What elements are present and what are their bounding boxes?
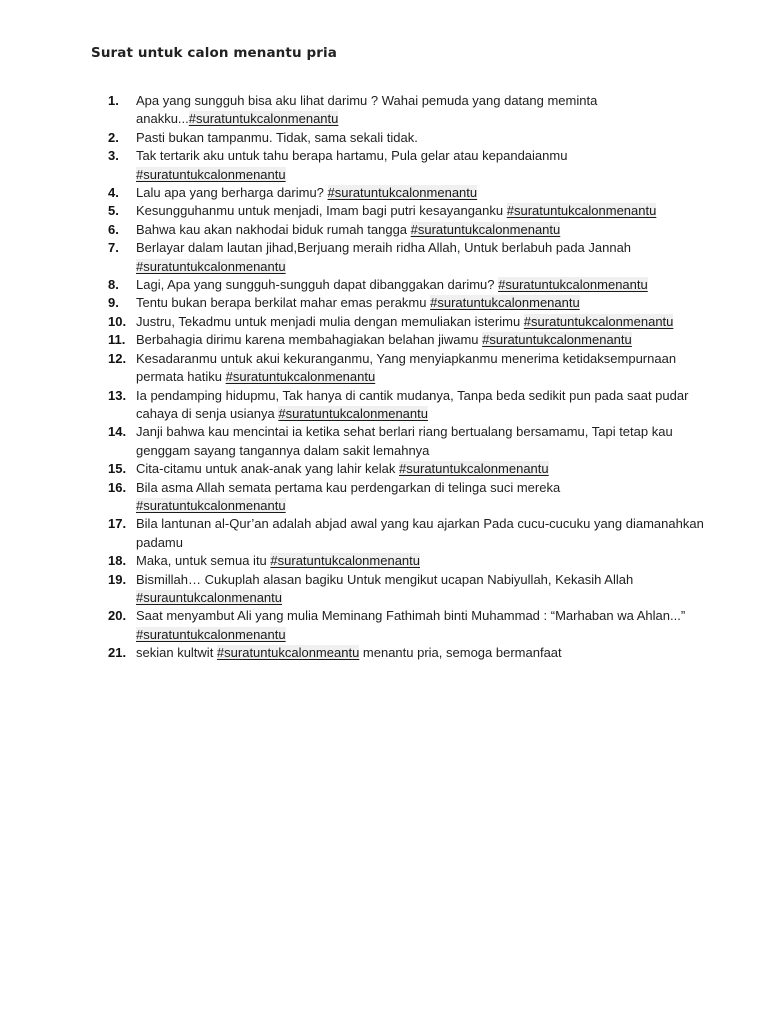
item-number: 1. (108, 93, 119, 108)
item-number: 15. (108, 461, 127, 477)
hashtag-link[interactable]: #suratuntukcalonmenantu (188, 111, 339, 127)
item-number: 21. (108, 645, 127, 661)
list-item (108, 147, 708, 184)
item-number: 13. (108, 387, 127, 403)
hashtag-link[interactable]: #suratuntukcalonmenantu (523, 313, 674, 329)
list-item (108, 92, 708, 129)
list-item (108, 423, 708, 460)
item-text: Ia pendamping hidupmu, Tak hanya di cantik mudanya, Tanpa beda sedikit pun pada saat pudar cahaya di senja usianya (136, 387, 689, 421)
item-number: 16. (108, 479, 127, 495)
list-item (108, 387, 708, 424)
item-number: 19. (108, 571, 127, 587)
item-text: Bismillah… Cukuplah alasan bagiku Untuk mengikut ucapan Nabiyullah, Kekasih Allah (136, 571, 634, 587)
list-item (108, 276, 708, 294)
hashtag-link[interactable]: #suratuntukcalonmeantu (216, 645, 360, 661)
item-text: Kesungguhanmu untuk menjadi, Imam bagi putri kesayanganku (136, 203, 507, 219)
item-text: Bila lantunan al-Qur’an adalah abjad awal yang kau ajarkan Pada cucu-cucuku yang diamanahkan padamu (136, 516, 704, 550)
list-item (108, 239, 708, 276)
hashtag-link[interactable]: #suratuntukcalonmenantu (506, 203, 657, 219)
item-text: Saat menyambut Ali yang mulia Meminang Fathimah binti Muhammad : “Marhaban wa Ahlan...” (136, 608, 686, 624)
list-item (108, 313, 708, 331)
item-number: 14. (108, 424, 127, 440)
item-number: 4. (108, 185, 119, 201)
item-text: Berbahagia dirimu karena membahagiakan belahan jiwamu (136, 332, 483, 348)
item-text: Tak tertarik aku untuk tahu berapa hartamu, Pula gelar atau kepandaianmu (136, 148, 568, 164)
list-item (108, 221, 708, 239)
list-item (108, 184, 708, 202)
list-item (108, 571, 708, 608)
item-text: Lalu apa yang berharga darimu? (136, 185, 328, 201)
list-item (108, 552, 708, 570)
item-text: Bahwa kau akan nakhodai biduk rumah tangga (136, 221, 411, 237)
item-number: 3. (108, 148, 119, 164)
item-text: Berlayar dalam lautan jihad,Berjuang meraih ridha Allah, Untuk berlabuh pada Jannah (136, 240, 632, 256)
item-text: Kesadaranmu untuk akui kekuranganmu, Yang menyiapkanmu menerima ketidaksempurnaan permata hatiku (136, 350, 677, 385)
list-item (108, 460, 708, 478)
list-item (108, 479, 708, 516)
item-text: Pasti bukan tampanmu. Tidak, sama sekali tidak. (136, 129, 418, 145)
list-item (108, 294, 708, 312)
item-text: Justru, Tekadmu untuk menjadi mulia dengan memuliakan isterimu (136, 313, 524, 329)
item-text: sekian kultwit (136, 645, 217, 661)
list-item (108, 350, 708, 387)
item-number: 8. (108, 277, 119, 293)
item-text: Cita-citamu untuk anak-anak yang lahir kelak (136, 461, 400, 477)
hashtag-link[interactable]: #suratuntukcalonmenantu (136, 258, 286, 274)
item-number: 17. (108, 516, 127, 532)
hashtag-link[interactable]: #suratuntukcalonmenantu (410, 221, 561, 237)
item-text: Janji bahwa kau mencintai ia ketika sehat berlari riang bertualang bersamamu, Tapi tetap kau genggam sayang tangannya dalam sakit lemahnya (136, 424, 673, 458)
list-item (108, 607, 708, 644)
item-number: 2. (108, 129, 119, 145)
hashtag-link[interactable]: #suratuntukcalonmenantu (225, 369, 376, 385)
item-number: 12. (108, 350, 127, 366)
list-item (108, 129, 708, 147)
item-number: 7. (108, 240, 119, 256)
item-text: Tentu bukan berapa berkilat mahar emas perakmu (136, 295, 431, 311)
item-number: 10. (108, 313, 127, 329)
item-number: 9. (108, 295, 119, 311)
hashtag-link[interactable]: #surauntukcalonmenantu (136, 589, 282, 605)
hashtag-link[interactable]: #suratuntukcalonmenantu (430, 295, 580, 311)
item-trailing-text: menantu pria, semoga bermanfaat (359, 645, 562, 661)
list-item (108, 515, 708, 552)
item-number: 5. (108, 203, 119, 219)
hashtag-link[interactable]: #suratuntukcalonmenantu (270, 553, 421, 569)
hashtag-link[interactable]: #suratuntukcalonmenantu (498, 277, 648, 293)
hashtag-link[interactable]: #suratuntukcalonmenantu (136, 166, 286, 182)
item-number: 11. (108, 332, 126, 348)
hashtag-link[interactable]: #suratuntukcalonmenantu (136, 497, 286, 513)
hashtag-link[interactable]: #suratuntukcalonmenantu (482, 332, 632, 348)
item-text: Apa yang sungguh bisa aku lihat darimu ? Wahai pemuda yang datang meminta anakku... (136, 93, 598, 127)
list-item (108, 644, 708, 662)
hashtag-link[interactable]: #suratuntukcalonmenantu (327, 185, 478, 201)
hashtag-link[interactable]: #suratuntukcalonmenantu (136, 626, 286, 642)
list-item (108, 202, 708, 220)
item-number: 20. (108, 608, 127, 624)
item-number: 6. (108, 221, 119, 237)
item-number: 18. (108, 553, 127, 569)
hashtag-link[interactable]: #suratuntukcalonmenantu (399, 461, 549, 477)
item-text: Maka, untuk semua itu (136, 553, 271, 569)
numbered-list (108, 92, 708, 663)
document-title: Surat untuk calon menantu pria (91, 45, 337, 61)
item-text: Lagi, Apa yang sungguh-sungguh dapat dibanggakan darimu? (136, 277, 499, 293)
list-item (108, 331, 708, 349)
hashtag-link[interactable]: #suratuntukcalonmenantu (278, 405, 428, 421)
item-text: Bila asma Allah semata pertama kau perdengarkan di telinga suci mereka (136, 479, 561, 495)
